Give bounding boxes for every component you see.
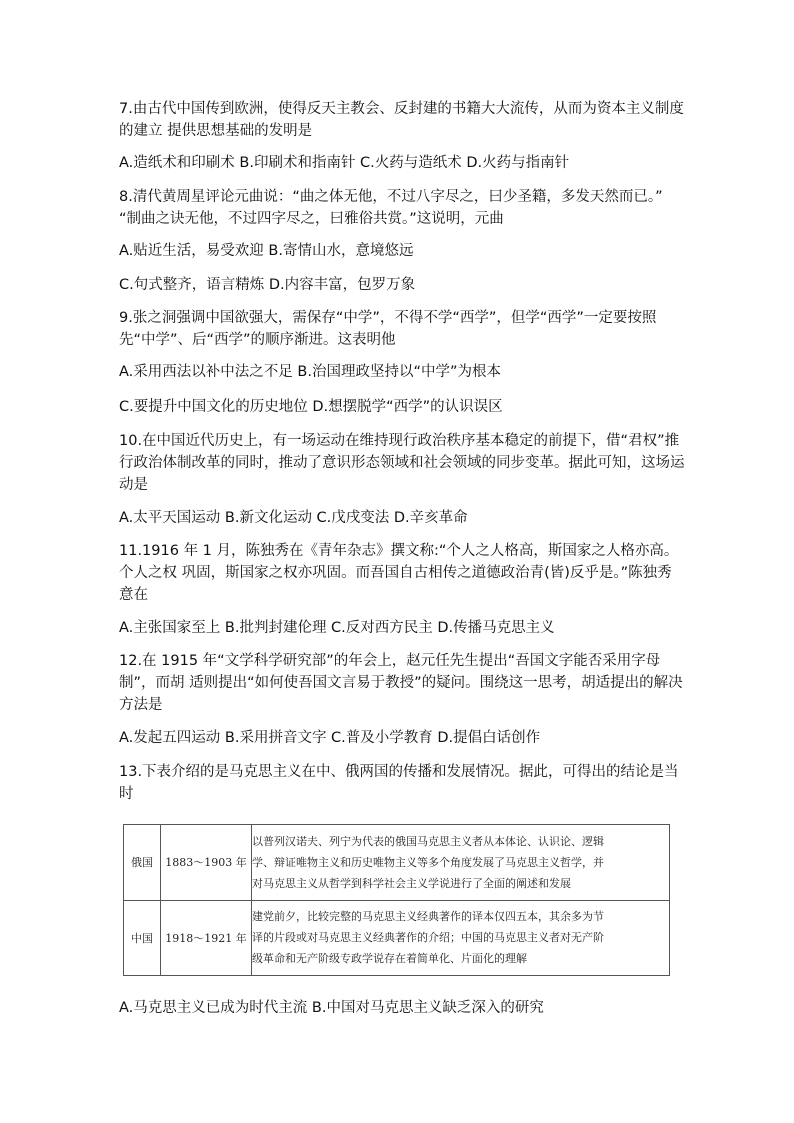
country-cell: 俄国: [124, 825, 161, 901]
question-8-options-1: A.贴近生活，易受欢迎 B.寄情山水，意境悠远: [119, 243, 414, 259]
question-11-options: A.主张国家至上 B.批判封建伦理 C.反对西方民主 D.传播马克思主义: [119, 620, 555, 636]
question-13-options: A.马克思主义已成为时代主流 B.中国对马克思主义缺乏深入的研究: [119, 1000, 544, 1016]
description-cell: [252, 900, 670, 976]
description-line: 译的片段或对马克思主义经典著作的介绍；中国的马克思主义者对无产阶: [252, 931, 604, 945]
description-line: 建党前夕，比较完整的马克思主义经典著作的译本仅四五本，其余多为节: [252, 910, 604, 924]
question-9-options-1: A.采用西法以补中法之不足 B.治国理政坚持以“中学”为根本: [119, 364, 501, 380]
period-cell: 1918～1921 年: [161, 900, 252, 976]
country-cell: 中国: [124, 900, 161, 976]
description-line: 学、辩证唯物主义和历史唯物主义等多个角度发展了马克思主义哲学，并: [252, 855, 604, 869]
question-10-options: A.太平天国运动 B.新文化运动 C.戊戌变法 D.辛亥革命: [119, 510, 468, 526]
question-13-stem: 13.下表介绍的是马克思主义在中、俄两国的传播和发展情况。据此，可得出的结论是当时: [119, 764, 679, 802]
question-7-options: A.造纸术和印刷术 B.印刷术和指南针 C.火药与造纸术 D.火药与指南针: [119, 155, 570, 171]
question-9-options-2: C.要提升中国文化的历史地位 D.想摆脱学“西学”的认识误区: [119, 399, 503, 415]
description-line: 以普列汉诺夫、列宁为代表的俄国马克思主义者从本体论、认识论、逻辑: [252, 834, 604, 848]
question-9-stem: 9.张之洞强调中国欲强大，需保存“中学”，不得不学“西学”，但学“西学”一定要按照先“中学”、后“西学”的顺序渐进。这表明他: [119, 310, 657, 348]
description-cell: [252, 825, 670, 901]
question-11-stem: 11.1916 年 1 月，陈独秀在《青年杂志》撰文称:“个人之人格高，斯国家之人格亦高。个人之权 巩固，斯国家之权亦巩固。而吾国自古相传之道德政治青(皆)反乎是。”陈独秀意在: [119, 543, 679, 603]
question-12-stem: 12.在 1915 年“文学科学研究部”的年会上，赵元任先生提出“吾国文字能否采用字母制”，而胡 适则提出“如何使吾国文言易于教授”的疑问。围绕这一思考，胡适提出的解决方法是: [119, 653, 683, 713]
table-row: [124, 825, 670, 901]
question-7-stem: 7.由古代中国传到欧洲，使得反天主教会、反封建的书籍大大流传，从而为资本主义制度的建立 提供思想基础的发明是: [119, 101, 684, 139]
question-10-stem: 10.在中国近代历史上，有一场运动在维持现行政治秩序基本稳定的前提下，借“君权”推行政治体制改革的同时，推动了意识形态领域和社会领域的同步变革。据此可知，这场运动是: [119, 433, 685, 493]
question-12-options: A.发起五四运动 B.采用拼音文字 C.普及小学教育 D.提倡白话创作: [119, 730, 541, 746]
question-8-stem: 8.清代黄周星评论元曲说：“曲之体无他，不过八字尽之，曰少圣籍，多发天然而已。” “制曲之诀无他，不过四字尽之，曰雅俗共赏。”这说明，元曲: [119, 189, 663, 227]
marxism-comparison-table: [123, 824, 670, 976]
question-8-options-2: C.句式整齐，语言精炼 D.内容丰富，包罗万象: [119, 277, 416, 293]
description-line: 对马克思主义从哲学到科学社会主义学说进行了全面的阐述和发展: [252, 876, 571, 890]
table-row: [124, 900, 670, 976]
period-cell: 1883～1903 年: [161, 825, 252, 901]
description-line: 级革命和无产阶级专政学说存在着简单化、片面化的理解: [252, 952, 527, 966]
